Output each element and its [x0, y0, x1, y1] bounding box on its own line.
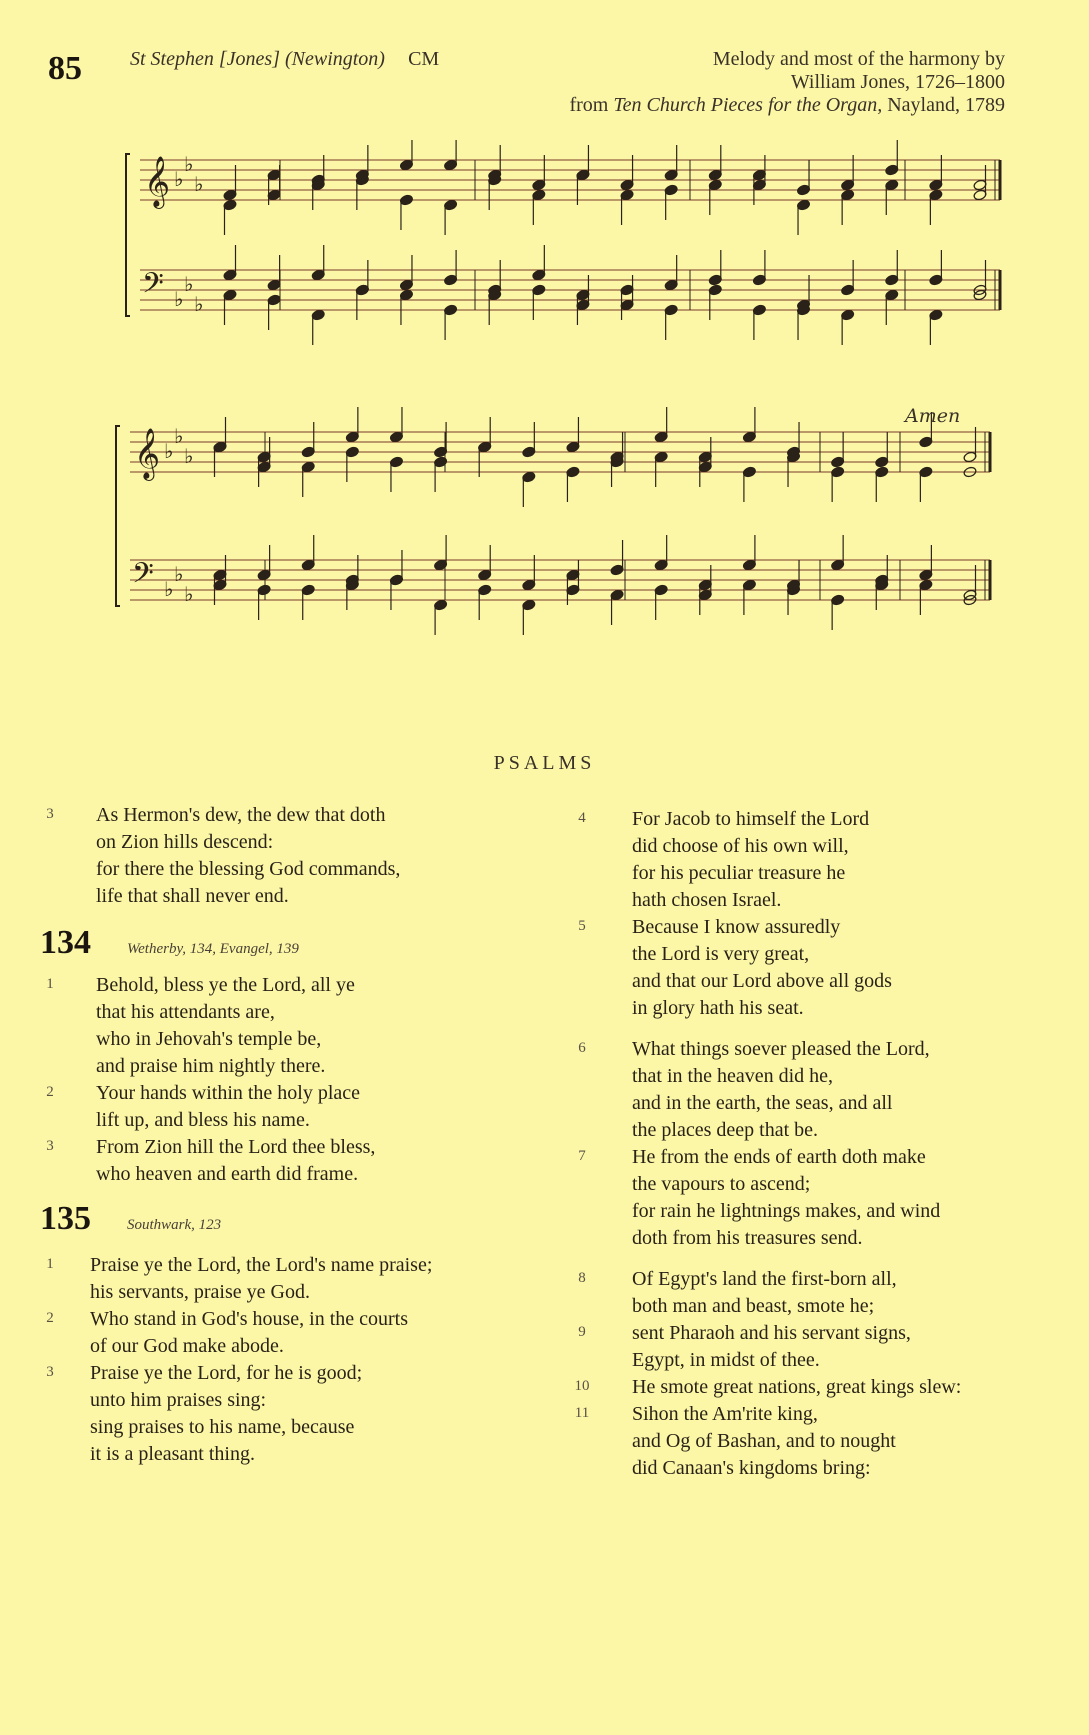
verse-line: for rain he lightnings makes, and wind [632, 1200, 941, 1222]
flat-icon: ♭ [184, 444, 194, 468]
verse [572, 806, 1072, 914]
verse [40, 1134, 560, 1188]
bass-clef-icon: 𝄢 [132, 557, 154, 597]
verse-line: who in Jehovah's temple be, [96, 1028, 322, 1050]
verse-number: 6 [578, 1040, 586, 1056]
verse-line: in glory hath his seat. [632, 997, 804, 1019]
verse-line: the Lord is very great, [632, 943, 810, 965]
verse-line: sing praises to his name, because [90, 1416, 355, 1438]
verse-line: Your hands within the holy place [96, 1082, 361, 1104]
verse-number: 3 [46, 1364, 54, 1380]
composer-credit [445, 48, 1005, 117]
verse-line: and Og of Bashan, and to nought [632, 1430, 896, 1452]
verse [572, 1320, 1072, 1374]
verse-number: 1 [46, 976, 54, 992]
verse-line: that his attendants are, [96, 1001, 275, 1023]
flat-icon: ♭ [164, 439, 174, 463]
amen-label: Amen [905, 405, 961, 427]
verse-line: Behold, bless ye the Lord, all ye [96, 974, 355, 996]
verse-line: and that our Lord above all gods [632, 970, 892, 992]
system-bracket [116, 426, 120, 606]
verse [572, 1266, 1072, 1320]
verse-number: 4 [578, 810, 586, 826]
verse [40, 1360, 560, 1468]
verse-line: Egypt, in midst of thee. [632, 1349, 820, 1371]
psalm-135-header [40, 1200, 560, 1238]
verse-line: doth from his treasures send. [632, 1227, 863, 1249]
tune-heading [130, 48, 439, 71]
verse [572, 1144, 1072, 1252]
verse-line: and in the earth, the seas, and all [632, 1092, 893, 1114]
verse [572, 1401, 1072, 1482]
continuation-verse [40, 802, 560, 910]
verse-line: who heaven and earth did frame. [96, 1163, 359, 1185]
verse-line: life that shall never end. [96, 885, 289, 907]
tune-references: Wetherby, 134, Evangel, 139 [127, 941, 299, 957]
verse [40, 972, 560, 1080]
psalm-number: 135 [40, 1200, 91, 1237]
verse-line: sent Pharaoh and his servant signs, [632, 1322, 911, 1344]
verse-number: 3 [46, 806, 54, 822]
source-title: Ten Church Pieces for the Organ, [613, 94, 883, 116]
hymn-number: 85 [48, 50, 82, 87]
verse-line: on Zion hills descend: [96, 831, 274, 853]
psalm-134-header [40, 924, 560, 962]
flat-icon: ♭ [194, 172, 204, 196]
score-system-1 [126, 140, 1000, 345]
flat-icon: ♭ [184, 582, 194, 606]
credit-line-1: Melody and most of the harmony by [712, 48, 1005, 70]
section-title: PSALMS [493, 752, 596, 774]
verse [40, 1252, 560, 1306]
verse-line: Praise ye the Lord, the Lord's name praise; [90, 1254, 433, 1276]
verse-line: did choose of his own will, [632, 835, 849, 857]
verse-number: 5 [578, 918, 586, 934]
psalm-134-verses [40, 972, 560, 1188]
verse-line: He from the ends of earth doth make [632, 1146, 926, 1168]
psalm-number: 134 [40, 924, 91, 961]
flat-icon: ♭ [174, 167, 184, 191]
verse-number: 8 [578, 1270, 586, 1286]
credit-line-2: William Jones, 1726–1800 [790, 71, 1005, 93]
verse-line: the vapours to ascend; [632, 1173, 811, 1195]
flat-icon: ♭ [194, 292, 204, 316]
tune-references: Southwark, 123 [127, 1217, 222, 1233]
verse-line: Praise ye the Lord, for he is good; [90, 1362, 363, 1384]
tune-meter: CM [408, 48, 440, 70]
verse-line: From Zion hill the Lord thee bless, [96, 1136, 376, 1158]
verse-line: of our God make abode. [90, 1335, 284, 1357]
verse [572, 1374, 1072, 1401]
verse-number: 3 [46, 1138, 54, 1154]
verse [40, 1080, 560, 1134]
verse-number: 2 [46, 1084, 54, 1100]
verse-number: 10 [574, 1378, 590, 1394]
verse-line: did Canaan's kingdoms bring: [632, 1457, 871, 1479]
verse-line: for his peculiar treasure he [632, 862, 846, 884]
verse-line: Who stand in God's house, in the courts [90, 1308, 409, 1330]
flat-icon: ♭ [174, 562, 184, 586]
verse-line: lift up, and bless his name. [96, 1109, 310, 1131]
verse-number: 7 [578, 1148, 586, 1164]
verse-line: What things soever pleased the Lord, [632, 1038, 930, 1060]
flat-icon: ♭ [164, 577, 174, 601]
verse-number: 1 [46, 1256, 54, 1272]
verse-number: 9 [578, 1324, 586, 1340]
verse-line: that in the heaven did he, [632, 1065, 834, 1087]
verse-line: and praise him nightly there. [96, 1055, 326, 1077]
verse-number: 2 [46, 1310, 54, 1326]
verse-line: the places deep that be. [632, 1119, 819, 1141]
right-column [572, 806, 1072, 1482]
verse [572, 1036, 1072, 1144]
credit-line-3: from Ten Church Pieces for the Organ, Nayland, 1789 [569, 94, 1005, 116]
verse-line: it is a pleasant thing. [90, 1443, 255, 1465]
flat-icon: ♭ [184, 272, 194, 296]
verse-line: hath chosen Israel. [632, 889, 782, 911]
verse-line: his servants, praise ye God. [90, 1281, 310, 1303]
left-column [40, 802, 560, 1468]
flat-icon: ♭ [174, 424, 184, 448]
verse-line: Because I know assuredly [632, 916, 841, 938]
system-bracket [126, 154, 130, 316]
verse-line: unto him praises sing: [90, 1389, 267, 1411]
music-score [0, 140, 1089, 660]
verse [40, 1306, 560, 1360]
flat-icon: ♭ [184, 152, 194, 176]
verse-line: Of Egypt's land the first-born all, [632, 1268, 897, 1290]
verse [572, 914, 1072, 1022]
verse-line: As Hermon's dew, the dew that doth [96, 804, 386, 826]
treble-clef-icon: 𝄞 [134, 428, 161, 479]
bass-clef-icon: 𝄢 [142, 267, 164, 307]
verse-line: He smote great nations, great kings slew: [632, 1376, 962, 1398]
tune-name: St Stephen [Jones] (Newington) [130, 48, 385, 70]
verse-number: 11 [574, 1405, 590, 1421]
flat-icon: ♭ [174, 287, 184, 311]
verse-line: Sihon the Am'rite king, [632, 1403, 818, 1425]
verse-line: both man and beast, smote he; [632, 1295, 875, 1317]
psalm-135-verses [40, 1252, 560, 1468]
verse-line: for there the blessing God commands, [96, 858, 401, 880]
score-system-2 [116, 407, 990, 635]
treble-clef-icon: 𝄞 [144, 156, 171, 207]
verse-line: For Jacob to himself the Lord [632, 808, 870, 830]
